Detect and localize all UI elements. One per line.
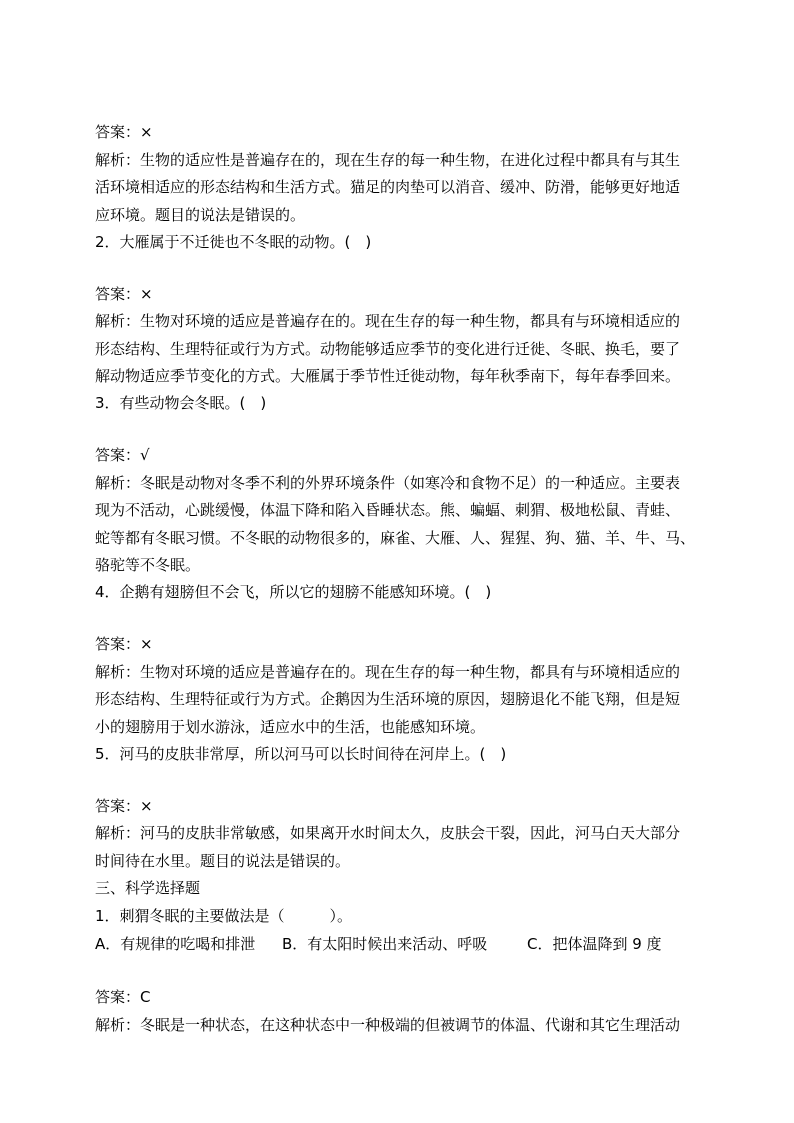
analysis-text: 形态结构、生理特征或行为方式。企鹅因为生活环境的原因，翅膀退化不能飞翔，但是短 [95, 690, 681, 708]
analysis-text: 骆驼等不冬眠。 [95, 556, 201, 574]
analysis-text: 解析：河马的皮肤非常敏感，如果离开水时间太久，皮肤会干裂，因此，河马白天大部分 [95, 824, 681, 842]
question-text: 4．企鹅有翅膀但不会飞，所以它的翅膀不能感知环境。( ) [95, 583, 492, 601]
analysis-text: 现为不活动，心跳缓慢，体温下降和陷入昏睡状态。熊、蝙蝠、刺猬、极地松鼠、青蛙、 [95, 501, 681, 519]
analysis-text: 形态结构、生理特征或行为方式。动物能够适应季节的变化进行迁徙、冬眠、换毛，要了 [95, 340, 681, 358]
answer-label: 答案：√ [95, 446, 150, 464]
analysis-text: 应环境。题目的说法是错误的。 [95, 206, 306, 224]
answer-label: 答案：C [95, 988, 151, 1006]
analysis-text: 解动物适应季节变化的方式。大雁属于季节性迁徙动物，每年秋季南下，每年春季回来。 [95, 367, 681, 385]
question-text: 5．河马的皮肤非常厚，所以河马可以长时间待在河岸上。( ) [95, 745, 507, 763]
answer-label: 答案：× [95, 285, 153, 303]
analysis-text: 解析：生物对环境的适应是普遍存在的。现在生存的每一种生物，都具有与环境相适应的 [95, 312, 681, 330]
analysis-text: 解析：冬眠是一种状态，在这种状态中一种极端的但被调节的体温、代谢和其它生理活动 [95, 1016, 681, 1034]
answer-label: 答案：× [95, 797, 153, 815]
option-c: C．把体温降到 9 度 [527, 935, 662, 953]
analysis-text: 解析：冬眠是动物对冬季不利的外界环境条件（如寒冷和食物不足）的一种适应。主要表 [95, 474, 681, 492]
question-text: 3．有些动物会冬眠。( ) [95, 394, 267, 412]
answer-label: 答案：× [95, 635, 153, 653]
question-text: 1．刺猬冬眠的主要做法是（ ）。 [95, 907, 353, 925]
analysis-text: 活环境相适应的形态结构和生活方式。猫足的肉垫可以消音、缓冲、防滑，能够更好地适 [95, 178, 681, 196]
option-b: B．有太阳时候出来活动、呼吸 [282, 935, 488, 953]
answer-label: 答案：× [95, 123, 153, 141]
section-heading: 三、科学选择题 [95, 879, 201, 897]
question-text: 2．大雁属于不迁徙也不冬眠的动物。( ) [95, 233, 372, 251]
analysis-text: 小的翅膀用于划水游泳，适应水中的生活，也能感知环境。 [95, 718, 486, 736]
analysis-text: 解析：生物对环境的适应是普遍存在的。现在生存的每一种生物，都具有与环境相适应的 [95, 663, 681, 681]
option-a: A．有规律的吃喝和排泄 [95, 935, 256, 953]
analysis-text: 解析：生物的适应性是普遍存在的，现在生存的每一种生物，在进化过程中都具有与其生 [95, 151, 681, 169]
analysis-text: 蛇等都有冬眠习惯。不冬眠的动物很多的，麻雀、大雁、人、猩猩、狗、猫、羊、牛、马、 [95, 529, 696, 547]
analysis-text: 时间待在水里。题目的说法是错误的。 [95, 852, 351, 870]
